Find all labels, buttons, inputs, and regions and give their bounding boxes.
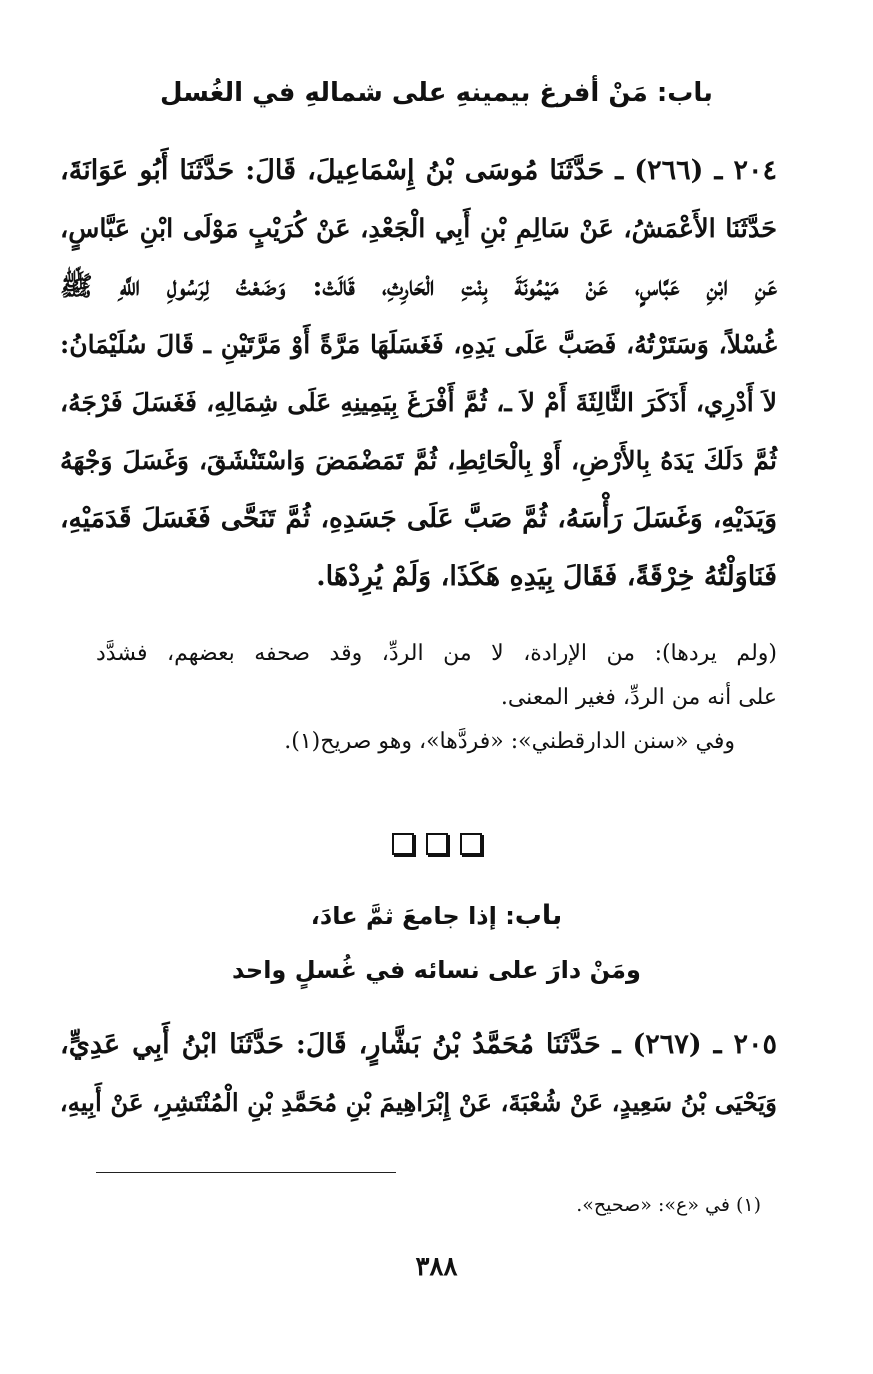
commentary-line: على أنه من الردِّ، فغير المعنى.: [500, 685, 777, 710]
section-separator: [0, 833, 873, 861]
chapter-title: : مَنْ أفرغ بيمينهِ على شمالهِ في الغُسل: [160, 78, 668, 108]
hadith-line: عَنِ ابْنِ عَبَّاسٍ، عَنْ مَيْمُونَةَ بِنْتِ الْحَارِثِ، قَالَتْ: وَضَعْتُ لِرَسُولِ اللَّهِ ﷺ: [60, 271, 777, 302]
hadith-line: ٢٠٤ ـ (٢٦٦) ـ حَدَّثَنَا مُوسَى بْنُ إِسْمَاعِيلَ، قَالَ: حَدَّثَنَا أَبُو عَوَانَةَ،: [60, 155, 777, 186]
hadith-line: لاَ أَدْرِي، أَذَكَرَ الثَّالِثَةَ أَمْ لاَ ـ، ثُمَّ أَفْرَغَ بِيَمِينِهِ عَلَى شِمَالِهِ، فَغَسَلَ فَرْجَهُ،: [60, 388, 777, 417]
commentary-line: (ولم يردها): من الإرادة، لا من الردِّ، وقد صحفه بعضهم، فشدَّد: [96, 641, 777, 666]
hadith-205: [60, 1016, 777, 1132]
commentary-line: وفي «سنن الدارقطني»: «فردَّها»، وهو صريح(١).: [284, 729, 735, 754]
hadith-line: حَدَّثَنَا الأَعْمَشُ، عَنْ سَالِمِ بْنِ أَبِي الْجَعْدِ، عَنْ كُرَيْبٍ مَوْلَى ابْنِ عَبَّاسٍ،: [60, 214, 777, 244]
chapter-title: : إذا جامعَ ثمَّ عادَ،: [310, 902, 515, 930]
separator-square-icon: [460, 833, 482, 855]
chapter-label: باب: [514, 900, 563, 931]
section-heading-2-line-2: [60, 956, 813, 984]
hadith-line: ثُمَّ دَلَكَ يَدَهُ بِالأَرْضِ، أَوْ بِالْحَائِطِ، ثُمَّ تَمَضْمَضَ وَاسْتَنْشَقَ، وَغَسَلَ وَجْهَهُ: [60, 446, 777, 475]
separator-square-icon: [426, 833, 448, 855]
section-heading-1: [60, 78, 813, 108]
footnote-divider: [96, 1172, 396, 1173]
chapter-label: باب: [667, 78, 713, 108]
section-heading-2: [60, 900, 813, 931]
hadith-line: وَيَدَيْهِ، وَغَسَلَ رَأْسَهُ، ثُمَّ صَبَّ عَلَى جَسَدِهِ، ثُمَّ تَنَحَّى فَغَسَلَ قَدَمَيْهِ،: [60, 503, 777, 534]
hadith-204: [60, 142, 777, 606]
hadith-line: فَنَاوَلْتُهُ خِرْقَةً، فَقَالَ بِيَدِهِ هَكَذَا، وَلَمْ يُرِدْهَا.: [316, 561, 777, 592]
hadith-line: وَيَحْيَى بْنُ سَعِيدٍ، عَنْ شُعْبَةَ، عَنْ إِبْرَاهِيمَ بْنِ مُحَمَّدِ بْنِ الْمُنْتَشِرِ، عَنْ أَبِيهِ،: [59, 1088, 777, 1117]
hadith-line: ٢٠٥ ـ (٢٦٧) ـ حَدَّثَنَا مُحَمَّدُ بْنُ بَشَّارٍ، قَالَ: حَدَّثَنَا ابْنُ أَبِي عَدِيٍّ،: [60, 1029, 777, 1060]
separator-square-icon: [392, 833, 414, 855]
footnote: (١) في «ع»: «صحيح».: [576, 1194, 761, 1216]
commentary: [96, 632, 777, 764]
page-number: ٣٨٨: [415, 1252, 458, 1282]
hadith-line: غُسْلاً، وَسَتَرْتُهُ، فَصَبَّ عَلَى يَدِهِ، فَغَسَلَهَا مَرَّةً أَوْ مَرَّتَيْنِ ـ قَالَ سُلَيْمَانُ:: [60, 330, 777, 359]
chapter-title-line-2: ومَنْ دارَ على نسائه في غُسلٍ واحد: [232, 956, 641, 984]
